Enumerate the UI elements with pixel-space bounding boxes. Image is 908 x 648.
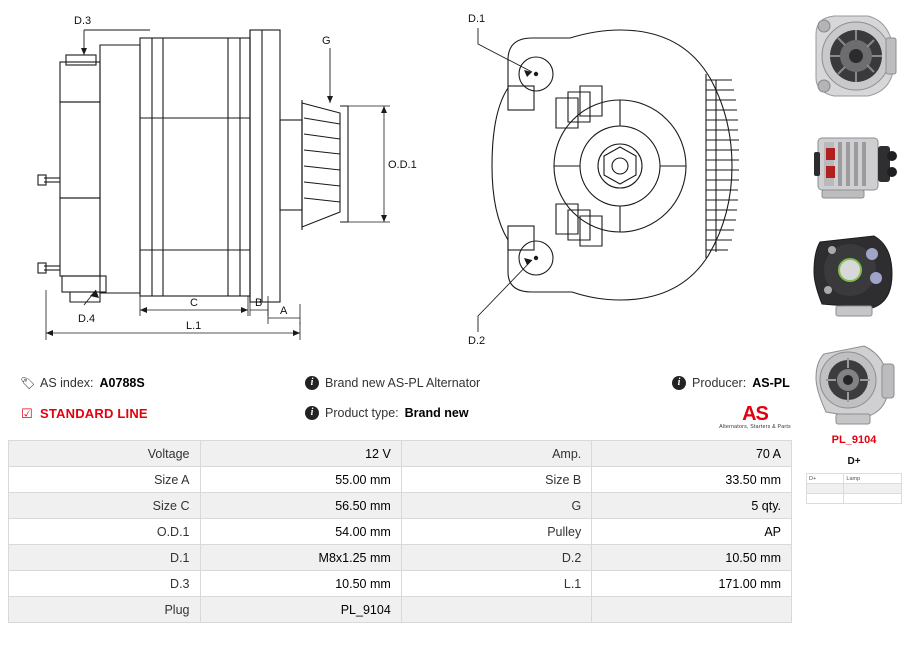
spec-key: Size B — [401, 467, 591, 493]
side-view-drawing — [0, 0, 420, 362]
pin-name: D+ — [807, 474, 844, 484]
spec-key: G — [401, 493, 591, 519]
pin-function — [844, 484, 902, 494]
product-type-value: Brand new — [404, 406, 469, 420]
label-d1: D.1 — [468, 13, 486, 25]
spec-value: 55.00 mm — [200, 467, 401, 493]
pin-name — [807, 484, 844, 494]
spec-key: Pulley — [401, 519, 591, 545]
logo-text: AS — [742, 403, 768, 425]
label-d3: D.3 — [74, 15, 92, 27]
product-type-label: Product type: — [325, 406, 399, 420]
label-od1: O.D.1 — [388, 159, 417, 171]
product-photo-angled[interactable] — [802, 328, 906, 432]
label-d2: D.2 — [468, 335, 486, 347]
producer-value: AS-PL — [752, 376, 790, 390]
product-photo-rail — [800, 0, 908, 648]
logo-tagline: Alternators, Starters & Parts — [719, 424, 791, 430]
spec-value: 171.00 mm — [592, 571, 792, 597]
spec-value: 54.00 mm — [200, 519, 401, 545]
info-icon: i — [305, 406, 319, 420]
brand-new-text: Brand new AS-PL Alternator — [325, 376, 481, 390]
table-row — [9, 545, 792, 571]
spec-key: O.D.1 — [9, 519, 201, 545]
standard-line-row — [20, 406, 148, 421]
label-b: B — [255, 297, 263, 309]
table-row — [807, 474, 902, 484]
spec-key: Amp. — [401, 441, 591, 467]
spec-key: Size A — [9, 467, 201, 493]
product-photo-front[interactable] — [802, 4, 906, 108]
label-a: A — [280, 305, 288, 317]
pin-name — [807, 494, 844, 504]
product-info-strip — [0, 368, 800, 436]
front-view-drawing — [420, 0, 800, 362]
specifications-table — [8, 440, 792, 623]
spec-value: PL_9104 — [200, 597, 401, 623]
table-row — [807, 484, 902, 494]
table-row — [9, 441, 792, 467]
info-icon: i — [672, 376, 686, 390]
label-l1: L.1 — [186, 320, 202, 332]
spec-key — [401, 597, 591, 623]
spec-value: 33.50 mm — [592, 467, 792, 493]
as-index-row — [20, 376, 145, 390]
spec-key: D.1 — [9, 545, 201, 571]
label-d4: D.4 — [78, 313, 96, 325]
spec-value: 12 V — [200, 441, 401, 467]
technical-drawings — [0, 0, 800, 362]
pin-function — [844, 494, 902, 504]
spec-key: D.2 — [401, 545, 591, 571]
product-photo-rear[interactable] — [802, 220, 906, 324]
producer-row — [672, 376, 790, 390]
checkbox-icon: ☑ — [21, 405, 33, 421]
spec-value: AP — [592, 519, 792, 545]
product-photo-side[interactable] — [802, 112, 906, 216]
spec-value: 70 A — [592, 441, 792, 467]
spec-value — [592, 597, 792, 623]
as-index-value: A0788S — [99, 376, 145, 390]
tag-icon: 🏷 — [20, 376, 36, 390]
spec-value: 10.50 mm — [592, 545, 792, 571]
spec-key: L.1 — [401, 571, 591, 597]
pin-function: Lamp — [844, 474, 902, 484]
table-row — [9, 519, 792, 545]
label-c: C — [190, 297, 198, 309]
spec-key: D.3 — [9, 571, 201, 597]
product-type-row — [305, 406, 469, 420]
d-plus-label: D+ — [847, 456, 861, 467]
plug-pin-table — [806, 473, 902, 504]
label-g: G — [322, 35, 331, 47]
table-row — [807, 494, 902, 504]
spec-key: Size C — [9, 493, 201, 519]
table-row — [9, 571, 792, 597]
spec-value: M8x1.25 mm — [200, 545, 401, 571]
spec-value: 10.50 mm — [200, 571, 401, 597]
producer-label: Producer: — [692, 376, 747, 390]
standard-line-label: STANDARD LINE — [40, 406, 148, 421]
spec-key: Plug — [9, 597, 201, 623]
info-icon: i — [305, 376, 319, 390]
table-row — [9, 597, 792, 623]
table-row — [9, 467, 792, 493]
spec-key: Voltage — [9, 441, 201, 467]
table-row — [9, 493, 792, 519]
spec-value: 5 qty. — [592, 493, 792, 519]
as-index-label: AS index: — [40, 376, 94, 390]
spec-value: 56.50 mm — [200, 493, 401, 519]
as-pl-logo — [716, 404, 794, 431]
plug-code-label: PL_9104 — [831, 434, 877, 446]
brand-new-row — [305, 376, 480, 390]
